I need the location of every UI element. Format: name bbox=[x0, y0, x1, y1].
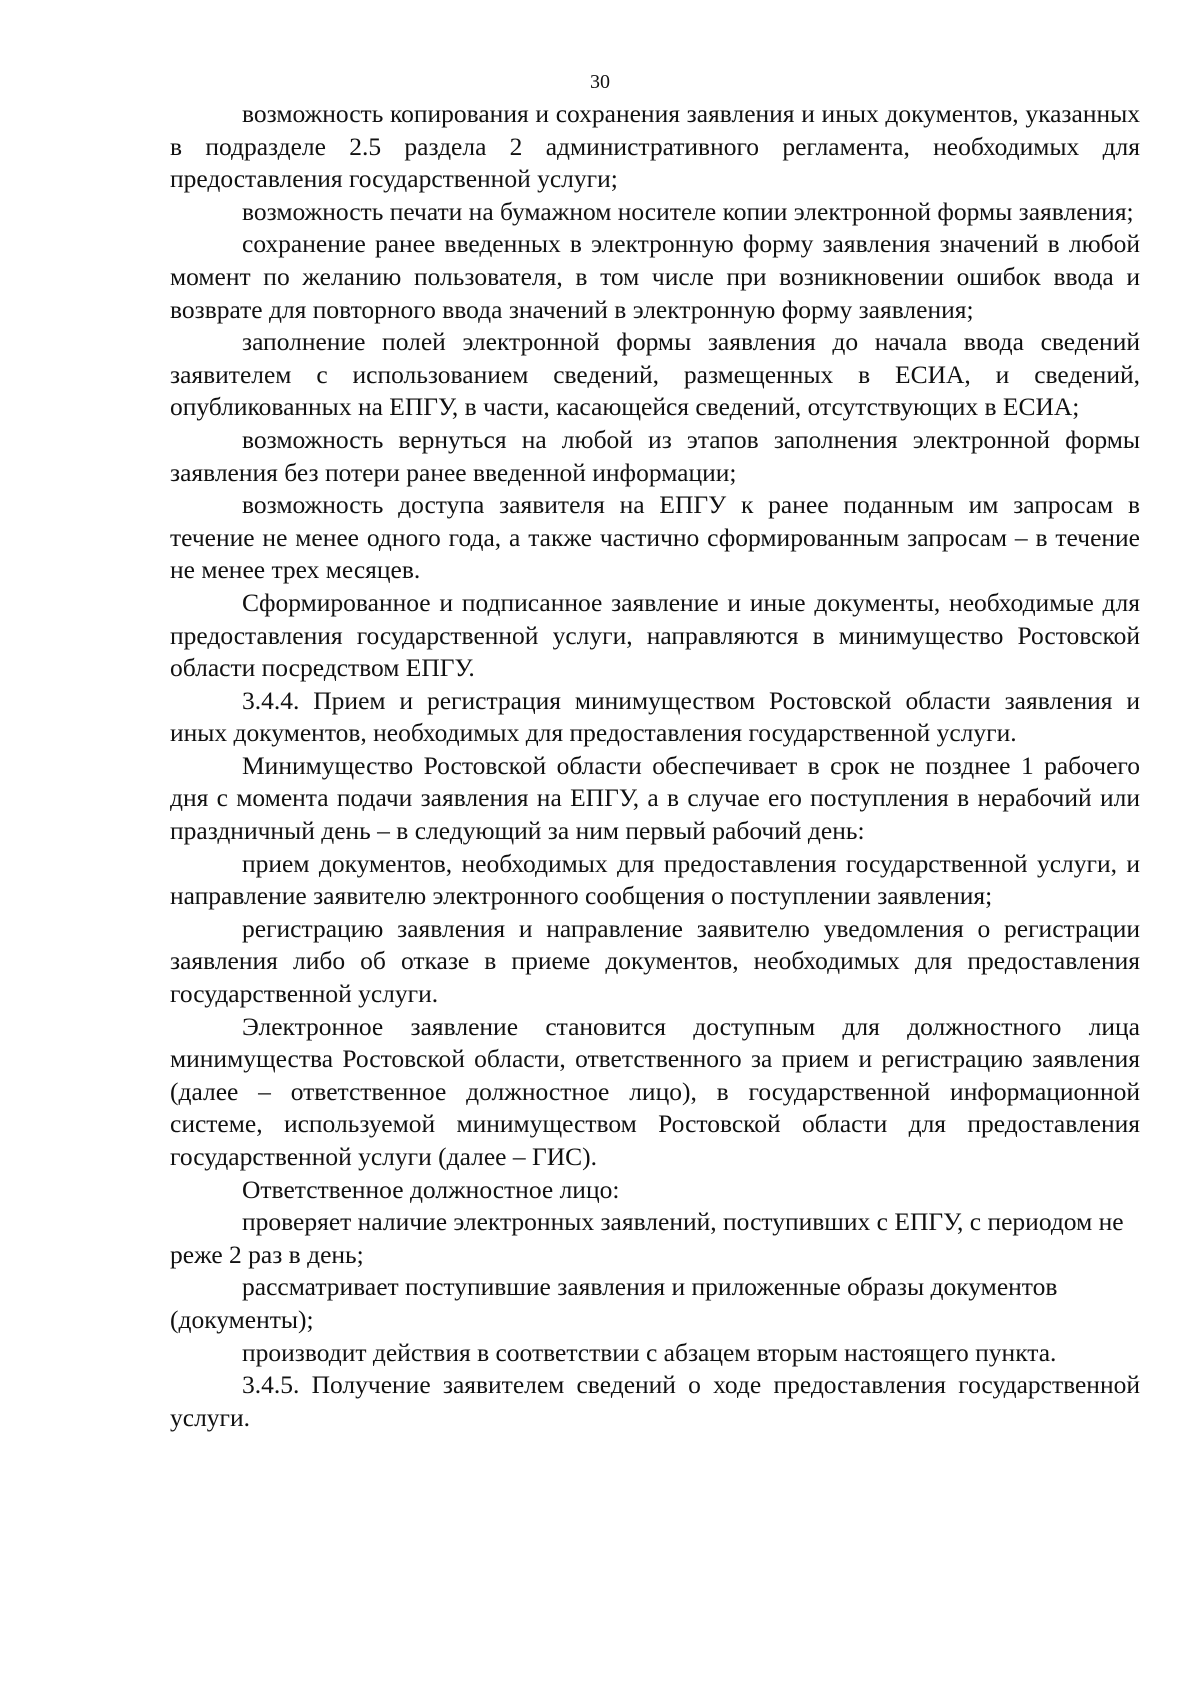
paragraph: сохранение ранее введенных в электронную форму заявления значений в любой момент по желанию пользователя, в том числе при возникновении ошибок ввода и возврате для повторного ввода значений в электронную форму заявления; bbox=[170, 229, 1140, 324]
paragraph: рассматривает поступившие заявления и приложенные образы документов (документы); bbox=[170, 1272, 1058, 1334]
paragraph: проверяет наличие электронных заявлений, поступивших с ЕПГУ, с периодом не реже 2 раз в день; bbox=[170, 1207, 1124, 1269]
paragraph: возможность доступа заявителя на ЕПГУ к ранее поданным им запросам в течение не менее одного года, а также частично сформированным запросам – в течение не менее трех месяцев. bbox=[170, 490, 1140, 585]
paragraph: Сформированное и подписанное заявление и иные документы, необходимые для предоставления государственной услуги, направляются в минимущество Ростовской области посредством ЕПГУ. bbox=[170, 587, 1140, 683]
paragraph: Ответственное должностное лицо: bbox=[242, 1174, 620, 1204]
paragraph: прием документов, необходимых для предоставления государственной услуги, и направление заявителю электронного сообщения о поступлении заявления; bbox=[170, 848, 1140, 911]
paragraph: заполнение полей электронной формы заявления до начала ввода сведений заявителем с использованием сведений, размещенных в ЕСИА, и сведений, опубликованных на ЕПГУ, в части, касающейся сведений, отсутствующих в ЕСИА; bbox=[170, 327, 1140, 422]
section-heading-3-4-5: 3.4.5. Получение заявителем сведений о ходе предоставления государственной услуги. bbox=[170, 1370, 1140, 1432]
document-body bbox=[170, 98, 1140, 1434]
paragraph: Минимущество Ростовской области обеспечивает в срок не позднее 1 рабочего дня с момента подачи заявления на ЕПГУ, а в случае его поступления в нерабочий или праздничный день – в следующий за ним первый рабочий день: bbox=[170, 750, 1140, 846]
paragraph: возможность копирования и сохранения заявления и иных документов, указанных в подразделе 2.5 раздела 2 административного регламента, необходимых для предоставления государственной услуги; bbox=[170, 99, 1140, 194]
page-number: 30 bbox=[590, 71, 610, 93]
paragraph: производит действия в соответствии с абзацем вторым настоящего пункта. bbox=[242, 1337, 1057, 1367]
paragraph: регистрацию заявления и направление заявителю уведомления о регистрации заявления либо об отказе в приеме документов, необходимых для предоставления государственной услуги. bbox=[170, 913, 1140, 1009]
paragraph: Электронное заявление становится доступным для должностного лица минимущества Ростовской области, ответственного за прием и регистрацию заявления (далее – ответственное должностное лицо), в государственной информационной системе, используемой минимуществом Ростовской области для предоставления государственной услуги (далее – ГИС). bbox=[170, 1011, 1140, 1171]
paragraph: возможность вернуться на любой из этапов заполнения электронной формы заявления без потери ранее введенной информации; bbox=[170, 424, 1140, 487]
section-heading-3-4-4: 3.4.4. Прием и регистрация минимуществом Ростовской области заявления и иных документов, необходимых для предоставления государственной услуги. bbox=[170, 685, 1140, 748]
paragraph: возможность печати на бумажном носителе копии электронной формы заявления; bbox=[242, 196, 1134, 226]
